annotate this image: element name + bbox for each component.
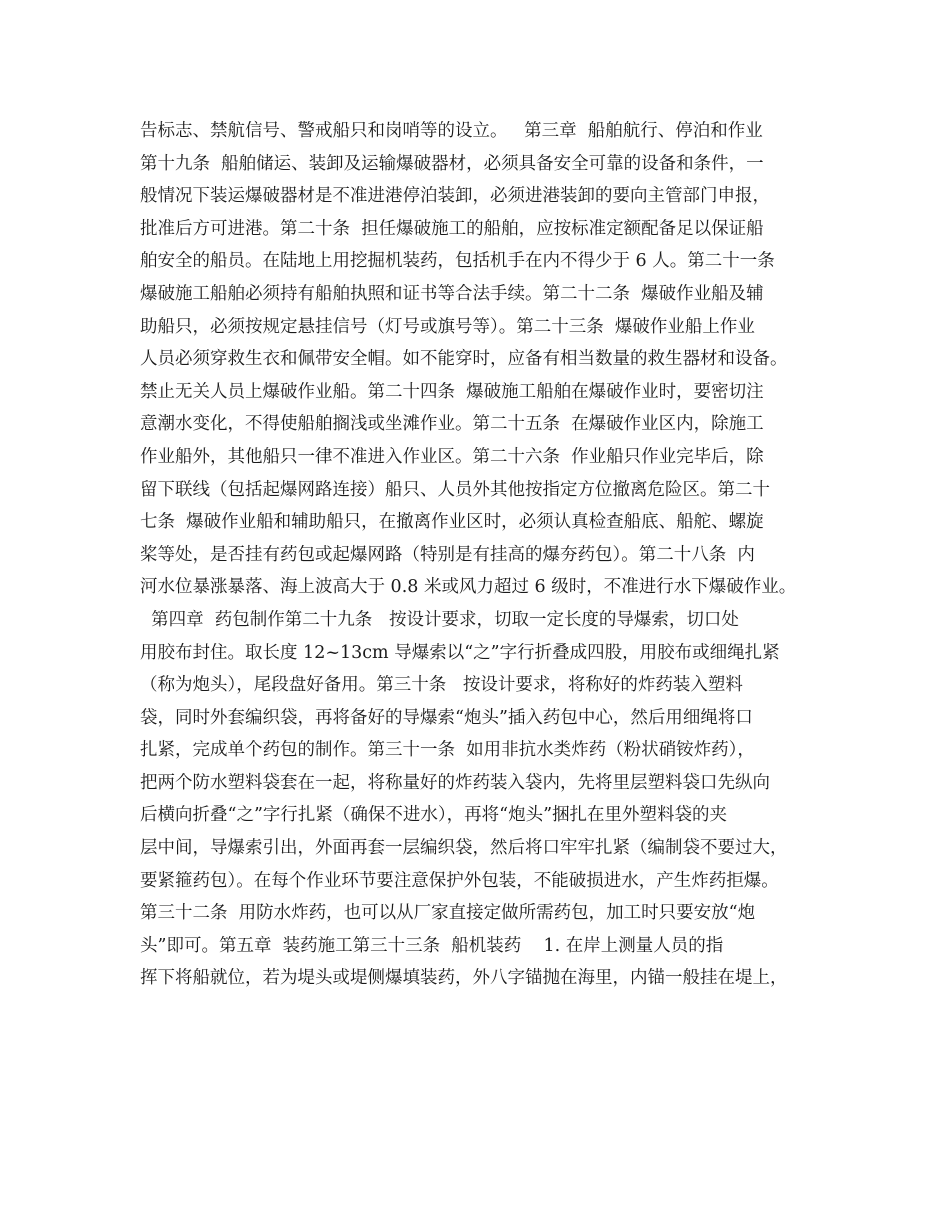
text-line: 般情况下装运爆破器材是不准进港停泊装卸，必须进港装卸的要向主管部门申报， — [140, 186, 770, 207]
text-line: 告标志、禁航信号、警戒船只和岗哨等的设立。 第三章 船舶航行、停泊和作业 — [140, 121, 763, 141]
text-line: 层中间，导爆索引出，外面再套一层编织袋，然后将口牢牢扎紧（编制袋不要过大， — [140, 838, 788, 859]
text-line: 第四章 药包制作第二十九条 按设计要求，切取一定长度的导爆索，切口处 — [140, 609, 739, 630]
text-line: 桨等处，是否挂有药包或起爆网路（特别是有挂高的爆夯药包）。第二十八条 内 — [140, 544, 755, 565]
text-line: 扎紧，完成单个药包的制作。第三十一条 如用非抗水类炸药（粉状硝铵炸药）， — [140, 740, 755, 761]
text-line: 头”即可。第五章 装药施工第三十三条 船机装药 1. 在岸上测量人员的指 — [140, 935, 724, 956]
text-line: 意潮水变化，不得使船舶搁浅或坐滩作业。第二十五条 在爆破作业区内，除施工 — [140, 414, 764, 435]
text-line: 爆破施工船舶必须持有船舶执照和证书等合法手续。第二十二条 爆破作业船及辅 — [140, 283, 764, 304]
text-line: 用胶布封住。取长度 12~13cm 导爆索以“之”字行折叠成四股，用胶布或细绳扎紧 — [140, 642, 780, 663]
text-line: 舶安全的船员。在陆地上用挖掘机装药，包括机手在内不得少于 6 人。第二十一条 — [140, 251, 775, 272]
text-line: 河水位暴涨暴落、海上波高大于 0.8 米或风力超过 6 级时，不准进行水下爆破作业。 — [140, 577, 797, 598]
text-line: 助船只，必须按规定悬挂信号（灯号或旗号等）。第二十三条 爆破作业船上作业 — [140, 316, 755, 337]
text-line: 把两个防水塑料袋套在一起，将称量好的炸药装入袋内，先将里层塑料袋口先纵向 — [140, 772, 770, 793]
text-line: 禁止无关人员上爆破作业船。第二十四条 爆破施工船舶在爆破作业时，要密切注 — [140, 381, 764, 402]
text-line: 挥下将船就位，若为堤头或堤侧爆填装药，外八字锚抛在海里，内锚一般挂在堤上， — [140, 968, 788, 989]
text-line: 要紧箍药包）。在每个作业环节要注意保护外包装，不能破损进水，产生炸药拒爆。 — [140, 870, 779, 891]
text-line: 第三十二条 用防水炸药，也可以从厂家直接定做所需药包，加工时只要安放“炮 — [140, 903, 756, 924]
text-line: （称为炮头），尾段盘好备用。第三十条 按设计要求，将称好的炸药装入塑料 — [140, 675, 743, 696]
text-line: 袋，同时外套编织袋，再将备好的导爆索“炮头”插入药包中心，然后用细绳将口 — [140, 707, 753, 728]
text-line: 作业船外，其他船只一律不准进入作业区。第二十六条 作业船只作业完毕后，除 — [140, 446, 764, 467]
text-line: 七条 爆破作业船和辅助船只，在撤离作业区时，必须认真检查船底、船舵、螺旋 — [140, 512, 764, 533]
text-line: 批准后方可进港。第二十条 担任爆破施工的船舶，应按标准定额配备足以保证船 — [140, 218, 764, 239]
body-text — [140, 115, 830, 995]
text-line: 后横向折叠“之”字行扎紧（确保不进水），再将“炮头”捆扎在里外塑料袋的夹 — [140, 805, 728, 826]
text-line: 第十九条 船舶储运、装卸及运输爆破器材，必须具备安全可靠的设备和条件，一 — [140, 153, 764, 174]
text-line: 留下联线（包括起爆网路连接）船只、人员外其他按指定方位撤离危险区。第二十 — [140, 479, 770, 500]
text-line: 人员必须穿救生衣和佩带安全帽。如不能穿时，应备有相当数量的救生器材和设备。 — [140, 349, 788, 370]
